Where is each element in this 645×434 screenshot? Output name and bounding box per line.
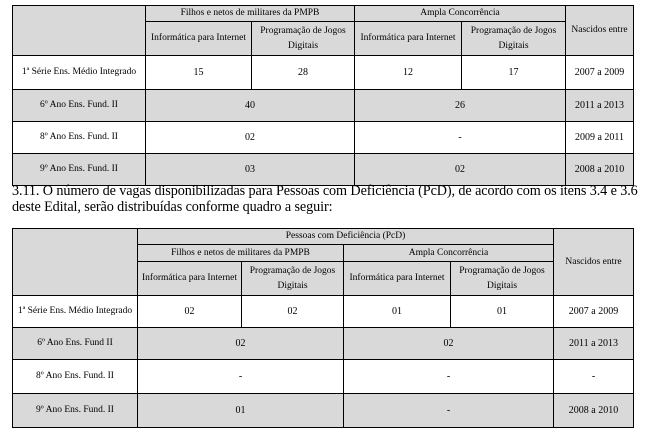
table-row <box>13 360 634 394</box>
header-programacao-military: Programação de Jogos Digitais <box>242 262 344 296</box>
cell-value: 01 <box>138 394 344 428</box>
cell-value: 01 <box>451 296 554 328</box>
cell-value: 17 <box>462 56 566 90</box>
cell-value: 02 <box>344 328 554 360</box>
section-paragraph: 3.11. O número de vagas disponibilizadas para Pessoas com Deficiência (PcD), de acordo com os itens 3.4 e 3.6 deste Edital, serão distribuídas conforme quadro a seguir: <box>12 183 638 215</box>
cell-born: 2008 a 2010 <box>554 394 634 428</box>
cell-born: 2007 a 2009 <box>566 56 634 90</box>
header-informatica-military: Informática para Internet <box>138 262 242 296</box>
table-row <box>13 56 634 90</box>
cell-value: 28 <box>252 56 355 90</box>
cell-value: 02 <box>138 328 344 360</box>
header-group-ampla: Ampla Concorrência <box>344 245 554 262</box>
header-programacao-military: Programação de Jogos Digitais <box>252 22 355 56</box>
table-row <box>13 154 634 186</box>
header-corner <box>13 6 146 56</box>
cell-value: 02 <box>355 154 566 186</box>
cell-value: 12 <box>355 56 462 90</box>
header-programacao-ampla: Programação de Jogos Digitais <box>462 22 566 56</box>
cell-value: 40 <box>146 90 355 122</box>
table-row <box>13 296 634 328</box>
header-programacao-ampla: Programação de Jogos Digitais <box>451 262 554 296</box>
row-label: 1ª Série Ens. Médio Integrado <box>13 296 138 328</box>
cell-born: 2008 a 2010 <box>566 154 634 186</box>
cell-value: - <box>344 394 554 428</box>
header-pcd: Pessoas com Deficiência (PcD) <box>138 229 554 245</box>
row-label: 6º Ano Ens. Fund. II <box>13 90 146 122</box>
header-informatica-ampla: Informática para Internet <box>355 22 462 56</box>
vacancies-table <box>12 5 634 186</box>
table-row <box>13 122 634 154</box>
cell-value: 26 <box>355 90 566 122</box>
header-born: Nascidos entre <box>566 6 634 56</box>
header-corner <box>13 229 138 296</box>
row-label: 9º Ano Ens. Fund. II <box>13 394 138 428</box>
header-born: Nascidos entre <box>554 229 634 296</box>
row-label: 8º Ano Ens. Fund. II <box>13 122 146 154</box>
cell-born: 2007 a 2009 <box>554 296 634 328</box>
row-label: 8º Ano Ens. Fund. II <box>13 360 138 394</box>
cell-value: 03 <box>146 154 355 186</box>
header-informatica-military: Informática para Internet <box>146 22 252 56</box>
cell-born: 2011 a 2013 <box>566 90 634 122</box>
pcd-vacancies-table <box>12 228 634 428</box>
header-informatica-ampla: Informática para Internet <box>344 262 451 296</box>
cell-value: - <box>344 360 554 394</box>
cell-value: 15 <box>146 56 252 90</box>
cell-value: 01 <box>344 296 451 328</box>
header-group-ampla: Ampla Concorrência <box>355 6 566 22</box>
table-row <box>13 394 634 428</box>
cell-value: 02 <box>146 122 355 154</box>
cell-value: - <box>138 360 344 394</box>
cell-born: 2011 a 2013 <box>554 328 634 360</box>
table-row <box>13 328 634 360</box>
cell-value: 02 <box>138 296 242 328</box>
row-label: 1ª Série Ens. Médio Integrado <box>13 56 146 90</box>
row-label: 6º Ano Ens. Fund II <box>13 328 138 360</box>
table-row <box>13 90 634 122</box>
cell-born: 2009 a 2011 <box>566 122 634 154</box>
header-group-military: Filhos e netos de militares da PMPB <box>138 245 344 262</box>
row-label: 9º Ano Ens. Fund. II <box>13 154 146 186</box>
cell-value: - <box>355 122 566 154</box>
cell-born: - <box>554 360 634 394</box>
header-group-military: Filhos e netos de militares da PMPB <box>146 6 355 22</box>
cell-value: 02 <box>242 296 344 328</box>
